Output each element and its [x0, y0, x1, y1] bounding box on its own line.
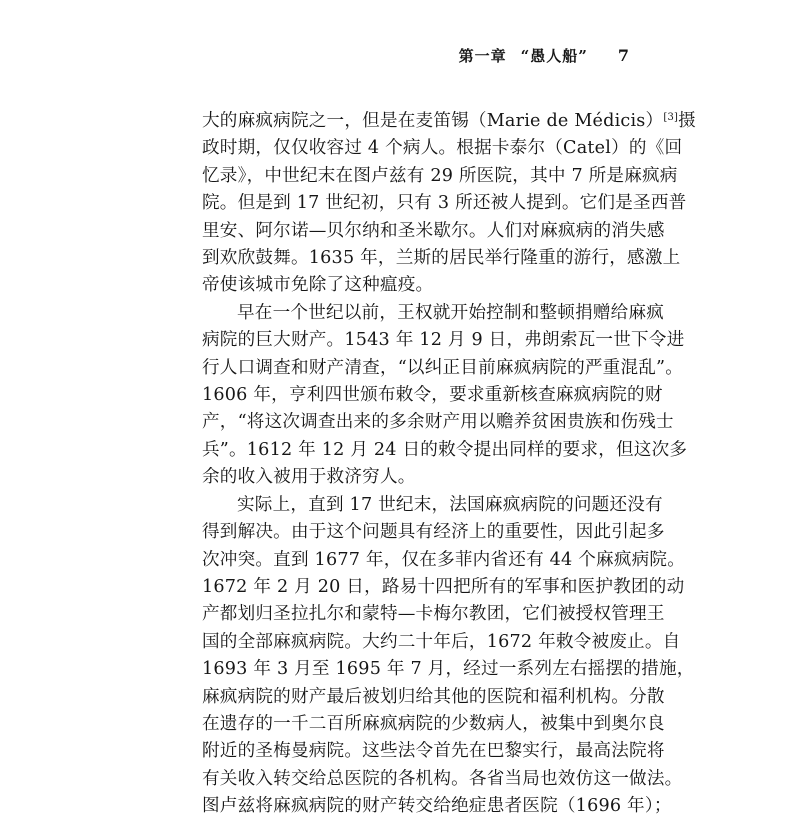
text-line: 兵”。1612 年 12 月 24 日的敕令提出同样的要求，但这次多 [202, 439, 688, 460]
text-line: 忆录》，中世纪末在图卢兹有 29 所医院，其中 7 所是麻疯病 [202, 165, 678, 186]
chapter-title: “愚人船” [520, 46, 588, 65]
page-number: 7 [617, 45, 630, 65]
text-line: 院。但是到 17 世纪初，只有 3 所还被人提到。它们是圣西普 [202, 193, 687, 214]
text-line: 有关收入转交给总医院的各机构。各省当局也效仿这一做法。 [202, 768, 683, 789]
running-head [440, 42, 630, 68]
text-line: 早在一个世纪以前，王权就开始控制和整顿捐赠给麻疯 [237, 302, 665, 323]
text-line: 政时期，仅仅收容过 4 个病人。根据卡泰尔（Catel）的《回 [202, 138, 683, 159]
text-line: 得到解决。由于这个问题具有经济上的重要性，因此引起多 [202, 522, 665, 543]
paragraph-2 [202, 300, 688, 492]
text-line: 实际上，直到 17 世纪末，法国麻疯病院的问题还没有 [237, 494, 663, 515]
text-line: 到欢欣鼓舞。1635 年，兰斯的居民举行隆重的游行，感激上 [202, 248, 681, 269]
body-text [202, 108, 696, 821]
text-line: 1672 年 2 月 20 日，路易十四把所有的军事和医护教团的动 [202, 576, 685, 597]
text-line: 1606 年，亨利四世颁布敕令，要求重新核查麻疯病院的财 [202, 385, 663, 406]
text-line: 在遗存的一千二百所麻疯病院的少数病人，被集中到奥尔良 [202, 713, 665, 734]
text-line: 余的收入被用于救济穷人。 [202, 467, 416, 488]
text-line: 产都划归圣拉扎尔和蒙特—卡梅尔教团，它们被授权管理王 [202, 604, 665, 625]
text-line: 次冲突。直到 1677 年，仅在多菲内省还有 44 个麻疯病院。 [202, 549, 685, 570]
text-line-content: 大的麻疯病院之一，但是在麦笛锡（Marie de Médicis） [202, 111, 664, 131]
text-line-tail: 摄 [678, 111, 696, 131]
text-line [202, 108, 696, 135]
text-line: 产，“将这次调查出来的多余财产用以赡养贫困贵族和伤残士 [202, 412, 674, 433]
text-line: 麻疯病院的财产最后被划归给其他的医院和福利机构。分散 [202, 686, 665, 707]
footnote-reference[interactable]: [3] [663, 112, 679, 123]
text-line: 行人口调查和财产清查，“以纠正目前麻疯病院的严重混乱”。 [202, 357, 684, 378]
text-line: 国的全部麻疯病院。大约二十年后，1672 年敕令被废止。自 [202, 631, 681, 652]
text-line: 里安、阿尔诺—贝尔纳和圣米歇尔。人们对麻疯病的消失感 [202, 220, 665, 241]
paragraph-1 [202, 108, 696, 300]
text-line: 帝使该城市免除了这种瘟疫。 [202, 275, 434, 296]
paragraph-3 [202, 492, 695, 821]
text-line: 病院的巨大财产。1543 年 12 月 9 日，弗朗索瓦一世下令进 [202, 330, 685, 351]
text-line: 图卢兹将麻疯病院的财产转交给绝症患者医院（1696 年）； [202, 796, 672, 817]
text-line: 1693 年 3 月至 1695 年 7 月，经过一系列左右摇摆的措施， [202, 659, 695, 680]
chapter-label: 第一章 [458, 46, 507, 65]
text-line: 附近的圣梅曼病院。这些法令首先在巴黎实行，最高法院将 [202, 741, 665, 762]
